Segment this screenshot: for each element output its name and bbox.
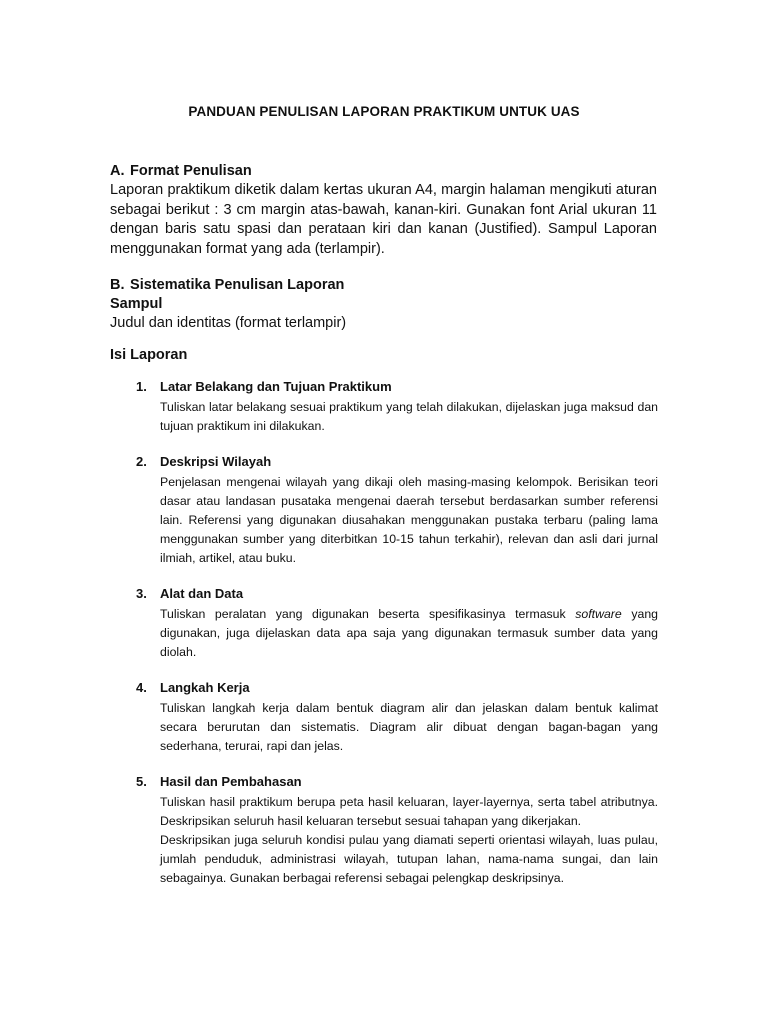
item-number: 5. <box>136 774 147 789</box>
item-body: Tuliskan latar belakang sesuai praktikum yang telah dilakukan, dijelaskan juga maksud dan tujuan praktikum ini dilakukan. <box>160 400 658 433</box>
section-a-title: Format Penulisan <box>130 163 252 179</box>
document-title: PANDUAN PENULISAN LAPORAN PRAKTIKUM UNTUK UAS <box>188 104 580 119</box>
section-b-title: Sistematika Penulisan Laporan <box>130 277 345 293</box>
sampul-text: Judul dan identitas (format terlampir) <box>110 315 347 331</box>
item-title: Alat dan Data <box>160 586 244 601</box>
item-body: Tuliskan langkah kerja dalam bentuk diagram alir dan jelaskan dalam bentuk kalimat secara berurutan dan sistematis. Diagram alir dibuat dengan bagan-bagan yang sederhana, terurai, rapi dan jelas. <box>160 701 658 753</box>
item-body-emphasis: software <box>575 607 622 621</box>
item-number: 1. <box>136 379 147 394</box>
item-body <box>160 605 658 662</box>
section-a-heading <box>110 163 252 179</box>
isi-laporan-label: Isi Laporan <box>110 347 188 363</box>
item-number: 3. <box>136 586 147 601</box>
section-a-number: A. <box>110 163 125 179</box>
item-body-text: yang digunakan, juga dijelaskan data apa saja yang digunakan termasuk sumber data yang diolah. <box>160 607 658 659</box>
item-number: 2. <box>136 454 147 469</box>
item-title: Latar Belakang dan Tujuan Praktikum <box>160 379 392 394</box>
item-number: 4. <box>136 680 147 695</box>
sampul-label: Sampul <box>110 296 163 312</box>
section-a-body: Laporan praktikum diketik dalam kertas ukuran A4, margin halaman mengikuti aturan sebagai berikut : 3 cm margin atas-bawah, kanan-kiri. Gunakan font Arial ukuran 11 dengan baris satu spasi dan perataan kiri dan kanan (Justified). Sampul Laporan menggunakan format yang ada (terlampir). <box>110 182 657 257</box>
item-body-paragraph: Deskripsikan juga seluruh kondisi pulau yang diamati seperti orientasi wilayah, luas pulau, jumlah penduduk, administrasi wilayah, tutupan lahan, nama-nama sungai, dan lain sebagainya. Gunakan berbagai referensi sebagai pelengkap deskripsinya. <box>160 832 658 885</box>
item-body-text: Tuliskan peralatan yang digunakan beserta spesifikasinya termasuk <box>160 607 576 621</box>
item-body <box>160 793 658 888</box>
item-body-paragraph: Tuliskan hasil praktikum berupa peta hasil keluaran, layer-layernya, serta tabel atributnya. Deskripsikan seluruh hasil keluaran tersebut sesuai tahapan yang dikerjakan. <box>160 795 658 828</box>
item-title: Deskripsi Wilayah <box>160 454 272 469</box>
section-b-heading <box>110 277 344 293</box>
item-title: Langkah Kerja <box>160 680 250 695</box>
item-body: Penjelasan mengenai wilayah yang dikaji oleh masing-masing kelompok. Berisikan teori dasar atau landasan pusataka mengenai daerah tersebut berdasarkan sumber referensi lain. Referensi yang digunakan diusahakan menggunakan pustaka terbaru (paling lama menggunakan sumber yang diterbitkan 10-15 tahun terkahir), relevan dan asli dari jurnal ilmiah, artikel, atau buku. <box>160 475 658 565</box>
item-title: Hasil dan Pembahasan <box>160 774 302 789</box>
section-b-number: B. <box>110 277 125 293</box>
